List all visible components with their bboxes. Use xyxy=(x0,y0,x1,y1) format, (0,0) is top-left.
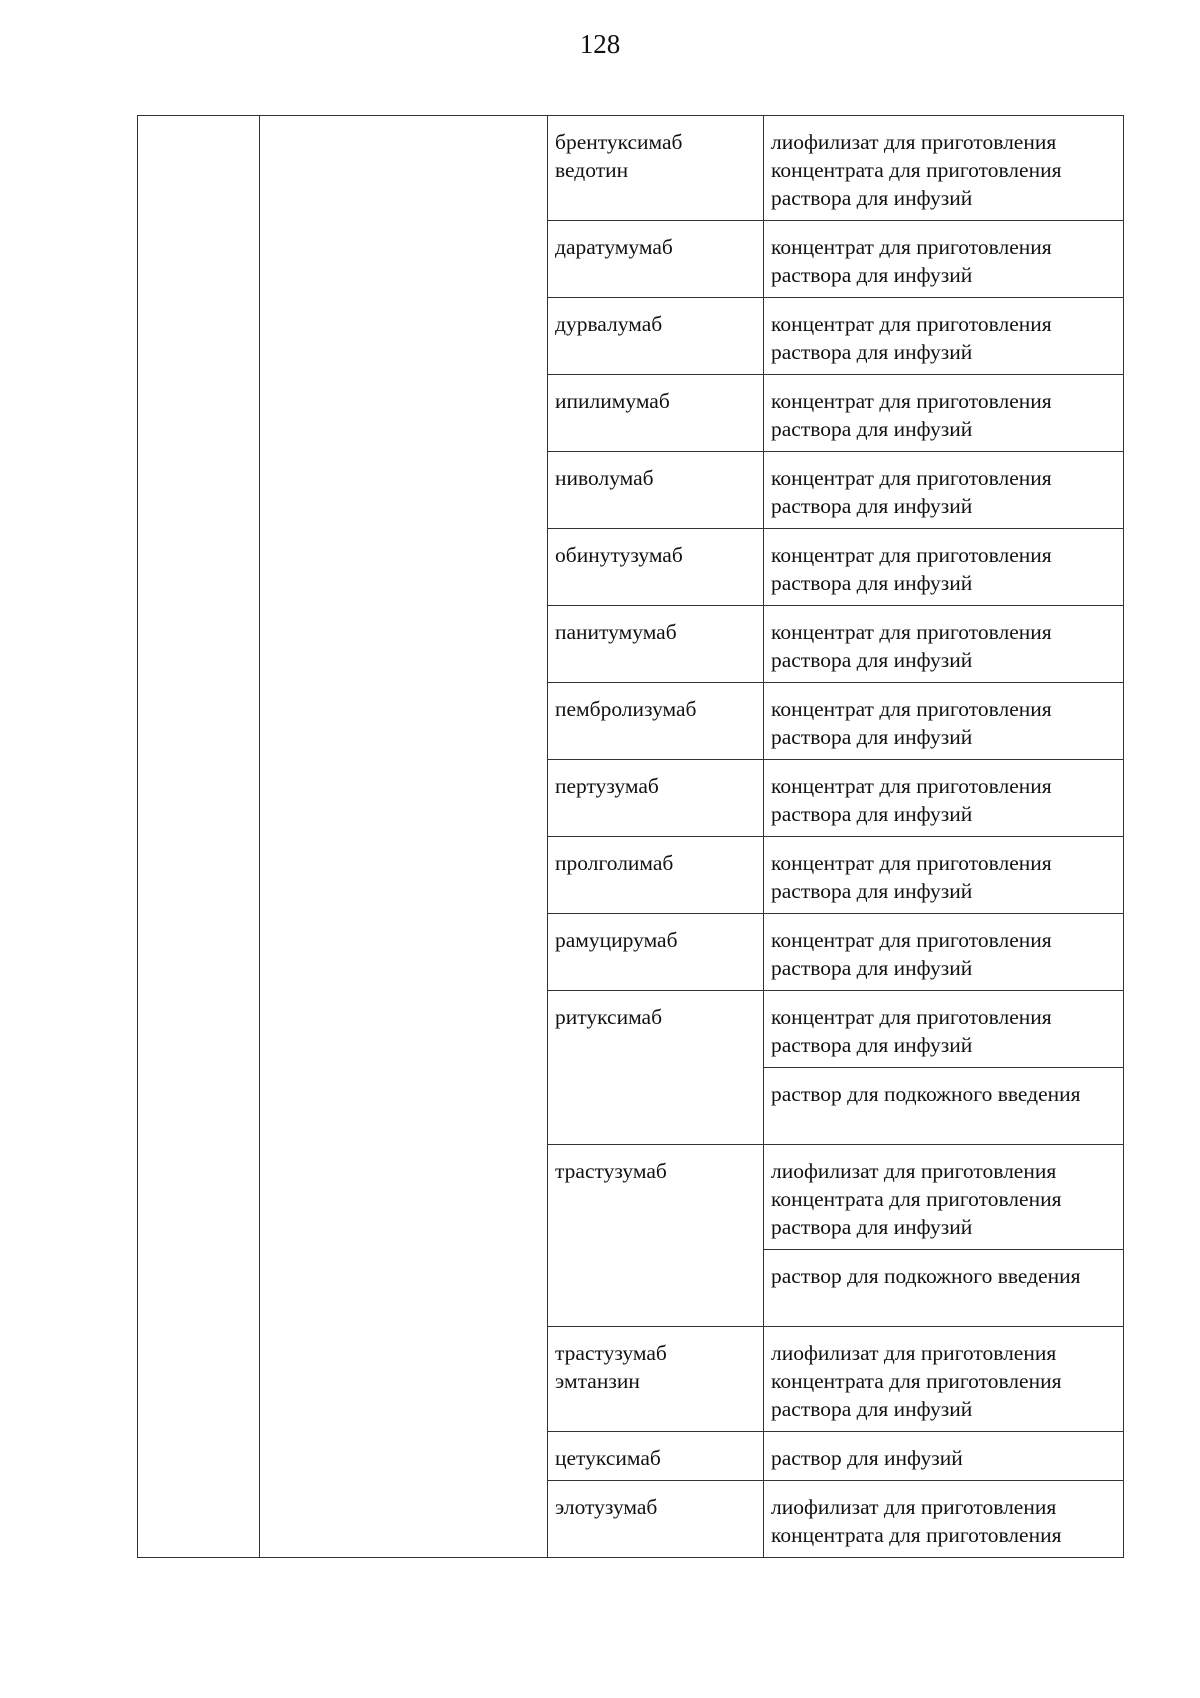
drug-name-cell: трастузумаб xyxy=(548,1145,764,1327)
dosage-form-cell: концентрат для приготовления раствора для инфузий xyxy=(764,298,1124,375)
dosage-form-cell: раствор для подкожного введения xyxy=(764,1250,1124,1327)
drug-name-cell: ниволумаб xyxy=(548,452,764,529)
drug-name-cell: даратумумаб xyxy=(548,221,764,298)
drug-name-cell: обинутузумаб xyxy=(548,529,764,606)
drug-table xyxy=(137,115,1124,1558)
dosage-form-cell: лиофилизат для приготовления концентрата для приготовления раствора для инфузий xyxy=(764,1327,1124,1432)
drug-name-cell: брентуксимаб ведотин xyxy=(548,116,764,221)
dosage-form-cell: раствор для инфузий xyxy=(764,1432,1124,1481)
dosage-form-cell: раствор для подкожного введения xyxy=(764,1068,1124,1145)
dosage-form-cell: лиофилизат для приготовления концентрата для приготовления раствора для инфузий xyxy=(764,116,1124,221)
drug-name-cell: трастузумаб эмтанзин xyxy=(548,1327,764,1432)
drug-name-cell: ипилимумаб xyxy=(548,375,764,452)
dosage-form-cell: лиофилизат для приготовления концентрата для приготовления раствора для инфузий xyxy=(764,1145,1124,1250)
dosage-form-cell: концентрат для приготовления раствора для инфузий xyxy=(764,760,1124,837)
dosage-form-cell: концентрат для приготовления раствора для инфузий xyxy=(764,683,1124,760)
drug-name-cell: ритуксимаб xyxy=(548,991,764,1145)
dosage-form-cell: концентрат для приготовления раствора для инфузий xyxy=(764,914,1124,991)
dosage-form-cell: концентрат для приготовления раствора для инфузий xyxy=(764,221,1124,298)
drug-table-body xyxy=(138,116,1124,1558)
table-row xyxy=(138,116,1124,221)
drug-name-cell: панитумумаб xyxy=(548,606,764,683)
dosage-form-cell: лиофилизат для приготовления концентрата для приготовления xyxy=(764,1481,1124,1558)
dosage-form-cell: концентрат для приготовления раствора для инфузий xyxy=(764,452,1124,529)
page-number: 128 xyxy=(579,29,621,59)
drug-name-cell: пембролизумаб xyxy=(548,683,764,760)
drug-name-cell: пертузумаб xyxy=(548,760,764,837)
dosage-form-cell: концентрат для приготовления раствора для инфузий xyxy=(764,837,1124,914)
group-name-cell xyxy=(260,116,548,1558)
dosage-form-cell: концентрат для приготовления раствора для инфузий xyxy=(764,991,1124,1068)
dosage-form-cell: концентрат для приготовления раствора для инфузий xyxy=(764,606,1124,683)
dosage-form-cell: концентрат для приготовления раствора для инфузий xyxy=(764,529,1124,606)
drug-name-cell: пролголимаб xyxy=(548,837,764,914)
drug-name-cell: элотузумаб xyxy=(548,1481,764,1558)
drug-name-cell: дурвалумаб xyxy=(548,298,764,375)
drug-name-cell: цетуксимаб xyxy=(548,1432,764,1481)
dosage-form-cell: концентрат для приготовления раствора для инфузий xyxy=(764,375,1124,452)
drug-name-cell: рамуцирумаб xyxy=(548,914,764,991)
group-code-cell xyxy=(138,116,260,1558)
